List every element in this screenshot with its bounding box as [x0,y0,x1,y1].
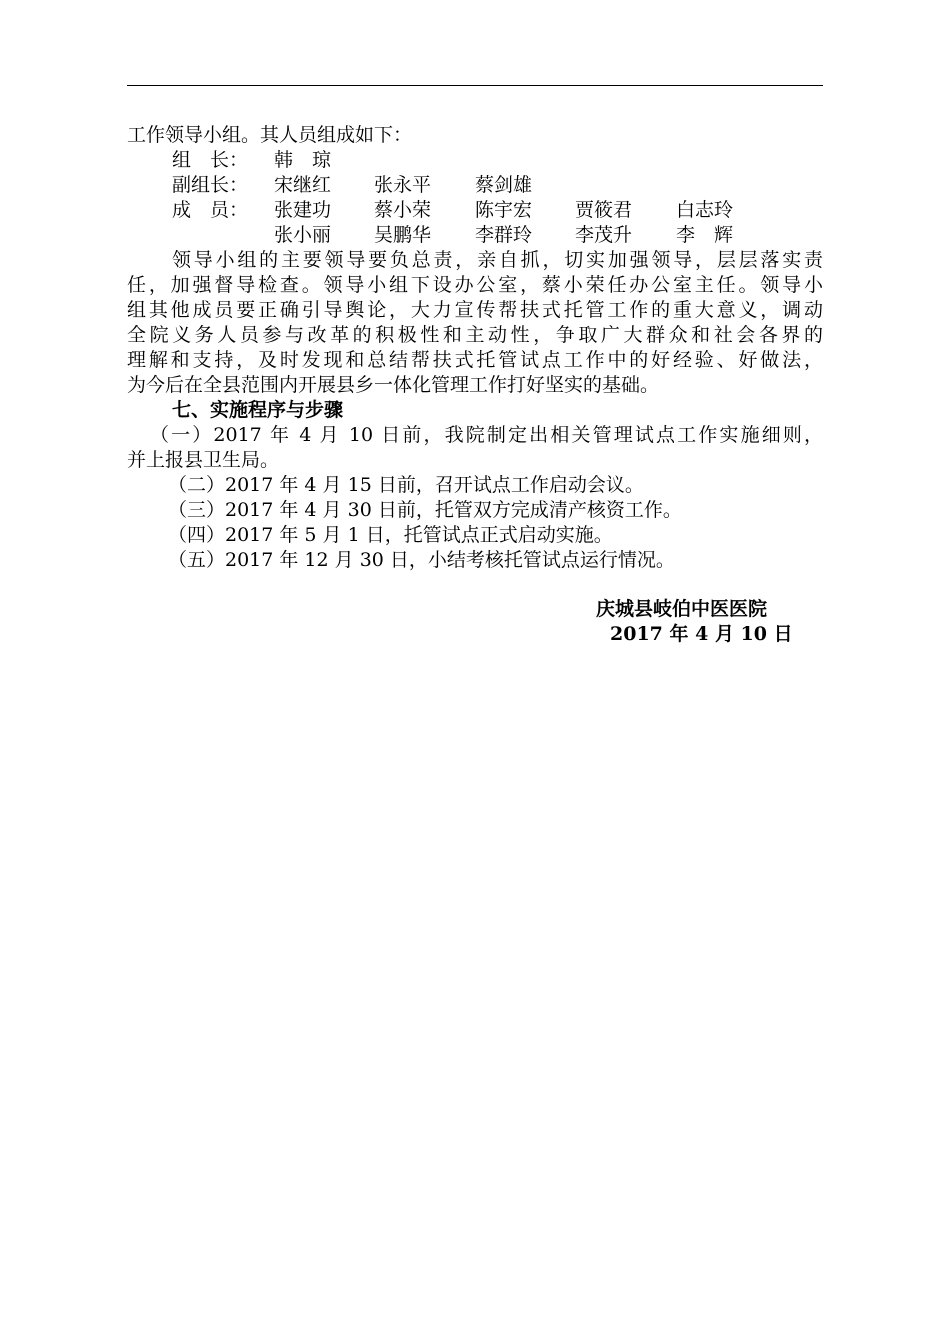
member-name: 李群玲 [475,224,533,246]
paragraph-line: 理解和支持，及时发现和总结帮扶式托管试点工作中的好经验、好做法， [127,349,823,371]
step-line: （五）2017 年 12 月 30 日，小结考核托管试点运行情况。 [168,549,675,571]
paragraph-line: 领导小组的主要领导要负总责，亲自抓，切实加强领导，层层落实责 [172,249,823,271]
header-rule [127,85,823,86]
step-line: （三）2017 年 4 月 30 日前，托管双方完成清产核资工作。 [168,499,682,521]
member-name: 贾筱君 [575,199,633,221]
leader-label: 组 长： [172,149,249,171]
deputy-name: 张永平 [374,174,432,196]
step-line: （四）2017 年 5 月 1 日，托管试点正式启动实施。 [168,524,613,546]
section-heading: 七、实施程序与步骤 [172,399,344,421]
member-name: 李 辉 [676,224,734,246]
member-name: 陈宇宏 [475,199,533,221]
member-name: 蔡小荣 [374,199,432,221]
paragraph-line: 全院义务人员参与改革的积极性和主动性，争取广大群众和社会各界的 [127,324,823,346]
deputy-label: 副组长： [172,174,249,196]
deputy-name: 宋继红 [274,174,332,196]
paragraph-line: 组其他成员要正确引导舆论，大力宣传帮扶式托管工作的重大意义，调动 [127,299,823,321]
member-name: 张小丽 [274,224,332,246]
intro-line: 工作领导小组。其人员组成如下： [127,124,413,146]
step-line: （二）2017 年 4 月 15 日前，召开试点工作启动会议。 [168,474,644,496]
signature-date: 2017 年 4 月 10 日 [610,623,793,645]
member-name: 李茂升 [575,224,633,246]
member-name: 白志玲 [676,199,734,221]
paragraph-line: 任，加强督导检查。领导小组下设办公室，蔡小荣任办公室主任。领导小 [127,274,823,296]
signature-org: 庆城县岐伯中医医院 [596,598,768,620]
step-line: 并上报县卫生局。 [127,449,280,471]
member-name: 吴鹏华 [374,224,432,246]
members-label: 成 员： [172,199,249,221]
paragraph-line: 为今后在全县范围内开展县乡一体化管理工作打好坚实的基础。 [127,374,660,396]
deputy-name: 蔡剑雄 [475,174,533,196]
leader-name: 韩 琼 [274,149,332,171]
step-line: （一）2017 年 4 月 10 日前，我院制定出相关管理试点工作实施细则， [150,424,823,446]
member-name: 张建功 [274,199,332,221]
